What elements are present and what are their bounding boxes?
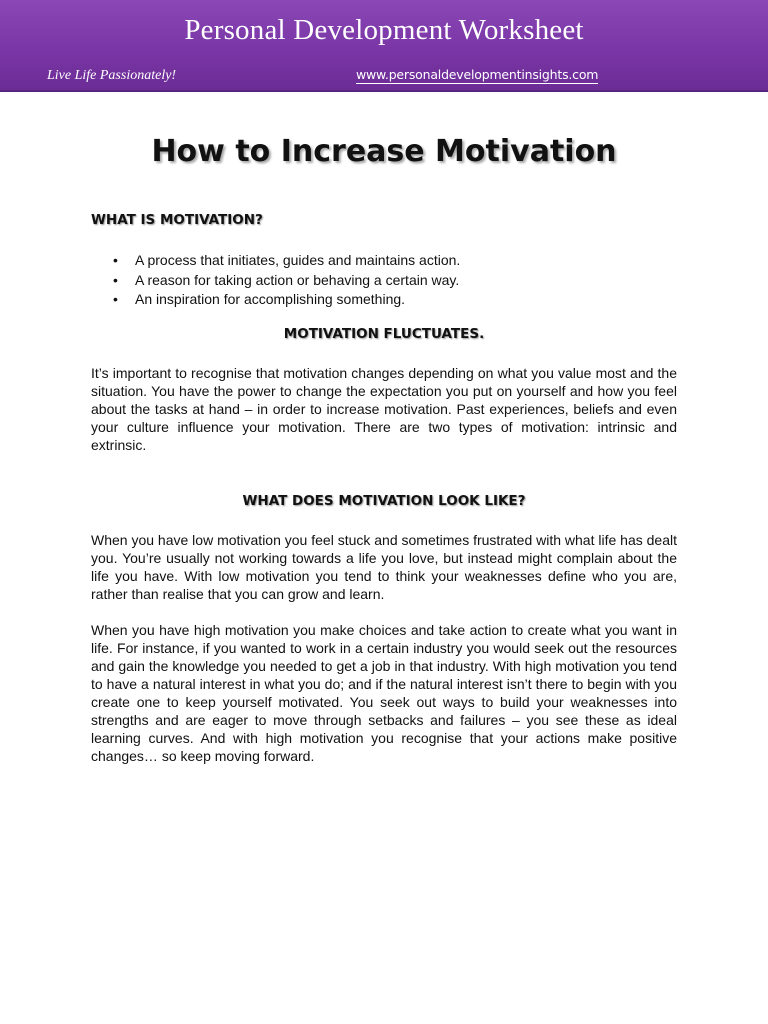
website-link[interactable]: www.personaldevelopmentinsights.com [356, 67, 599, 82]
section-heading-what-does-motivation-look-like: WHAT DOES MOTIVATION LOOK LIKE? [242, 493, 526, 509]
paragraph-high-motivation: When you have high motivation you make choices and take action to create what you want in life. For instance, if you wanted to work in a certain industry you would seek out the resources and gain the knowledge you needed to get a job in that industry. With high motivation you tend to have a natural interest in what you do; and if the natural interest isn’t there to begin with you create one to keep yourself motivated. You seek out ways to build your weaknesses into strengths and are eager to move through setbacks and failures – you see these as ideal learning curves. And with high motivation you recognise that your actions make positive changes… so keep moving forward. [91, 622, 677, 764]
tagline: Live Life Passionately! [47, 68, 177, 83]
page-title: How to Increase Motivation [151, 134, 617, 169]
list-item: • A reason for taking action or behaving a certain way. [110, 271, 460, 291]
definition-list [110, 251, 460, 310]
paragraph-fluctuates: It’s important to recognise that motivation changes depending on what you value most and the situation. You have the power to change the expectation you put on yourself and how you feel about the tasks at hand – in order to increase motivation. Past experiences, beliefs and even your culture influence your motivation. There are two types of motivation: intrinsic and extrinsic. [91, 365, 677, 453]
section-heading-what-is-motivation: WHAT IS MOTIVATION? [91, 212, 263, 228]
list-item: • A process that initiates, guides and maintains action. [110, 251, 460, 271]
list-item: • An inspiration for accomplishing something. [110, 290, 460, 310]
header-banner [0, 0, 768, 92]
paragraph-low-motivation: When you have low motivation you feel stuck and sometimes frustrated with what life has dealt you. You’re usually not working towards a life you love, but instead might complain about the life you have. With low motivation you tend to think your weaknesses define who you are, rather than realise that you can grow and learn. [91, 532, 677, 602]
section-heading-motivation-fluctuates: MOTIVATION FLUCTUATES. [283, 326, 485, 342]
worksheet-title: Personal Development Worksheet [184, 14, 584, 46]
